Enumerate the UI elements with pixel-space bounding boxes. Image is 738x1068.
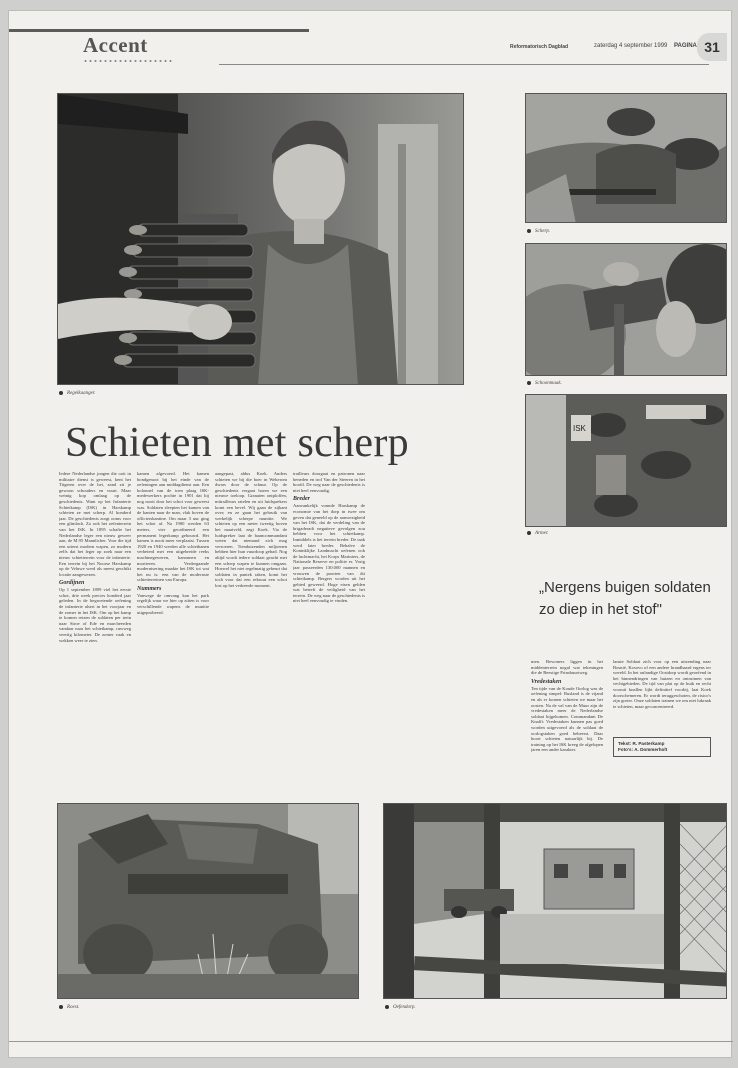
- col2-text-b: Vanwege de omvang kan het park regelijk waar we hier op zitten is voor verschillende wapens de munitie uitgeprobeerd.: [137, 592, 209, 615]
- right-photo-2: [525, 243, 727, 376]
- col2-subhead: Nummers: [137, 585, 162, 592]
- body-column-6: [613, 659, 711, 731]
- body-column-1: [59, 471, 131, 796]
- col4-text-b: Aanvankelijk vonnde Harskamp de economie van het dorp in twee om geven dat geneeld op de aanwezigheid van het ISK, dat de verdeling van de brigaderadt negatieve gevolgen zou hebben voor het schietkamp. Inmiddels is het terrein breder. De taak werd later breder. Behalve de Koninklijke Landmacht oefenen ook de luchtmacht, het Korps Mariniers, de Nationale Reserve en politie er. Vorig jaar passeerden 130.000 mannen en vrouwen de poorten van dit schietkamp. Bergers worden uit het gebied geweerd. Hoge eisen gelden wat betreft de veiligheid van het terrein. De weg naar de geschiedenis is niet heel eenvoudig te vinden.: [293, 503, 365, 604]
- caption-right3: [527, 531, 548, 536]
- caption-right3-text: Armer.: [535, 531, 549, 537]
- body-column-2: [137, 471, 209, 796]
- bottom-left-photo: [57, 803, 359, 999]
- col3-text: aangepast, aldus Koek. Anders schieten we bij die boer in Wekerom dwars door de schuur. Op de geschiedenis vergaat horen we een nieuwe toeloop. Granaten ontploffen, mitrailleurs ratelen en uit luidsprekers komt een bevel. Wij gaan de zijkant over; en ze gaan het gebruik van werkelijk scherpe munitie. We schieten op een meter tweetig boven het maaiveld, zegt Koek. Via de luidspreker laat de baancommandant weten dat niemand zich mag verroeren. Tienduizenden miljoenen hebben hier hun vuurdoop gehad. Nog altijd wordt iedere soldaat geacht met een scherp wapen te kunnen omgaan. Hoewel het niet regelmatig gebeurt dat soldaten in paniek raken, komt het toch voor dat een rekruut een schot lost op het verkeerde moment.: [215, 471, 287, 588]
- bottom-rule: [9, 1041, 733, 1042]
- col1-text: Iedere Nederlandse jongen die ooit in militaire dienst is geweest, kent het Tiigeren over de hei, zand zit je gewoon schouders en vuurt. Maar weinig kop omlaag op de geschiedenis. Want op het Infanterie Schietkamp (ISK) in Harskamp schieten ze met scherp. Al honderd jaar. De geschiedenis zorgt ooms voor een glimlach. Zo ook het oefenterrein van het ISK. In 1895 schafte het Nederlandse leger een nieuw geweer aan, de M.95 Mannlicher. Voor die tijd een uiterst modern wapen, zo modern zelfs dat het leger op zoek naar een nieuw schietterrein voor de infanterie. Een terrein bij het Noorse Harskamp op de Veluwe werd als meest geschikt locatie aangewezen.: [59, 471, 131, 577]
- section-dots: [83, 59, 173, 63]
- page-label: PAGINA: [674, 43, 697, 49]
- bottom-right-photo: [383, 803, 727, 999]
- caption-bottom-left-text: Roest.: [67, 1005, 80, 1011]
- caption-bottom-right-text: Oefendorp.: [393, 1005, 416, 1011]
- credit-text: Tekst: R. Pasterkamp: [618, 741, 665, 746]
- caption-main-text: Regelkaanger.: [67, 391, 96, 397]
- header-rule: [9, 29, 309, 32]
- page-number: 31: [697, 33, 727, 61]
- col2-text: kamen afgevoerd. Het kamen bondgenoot bij het einde van de oefeningen aan middagdienst aan. Een kolonnel van de toen plaag ISK-medewerkers pochte in 1901 dat hij nog nooit door het schot voor geweest was. Soldaten sleepten het kamen van de kanten naar de man, vlak boven de officierskantine. Om maar 3 uur ging het schot af. Na 1900 werden 63 meters, vier geordineerd een permanent legerkamp gebouwd. Het kamen is nooit meer verplaatst. Tussen 1920 en 1940 werden alle schietbanen verbeterd met een uitgebreide reeks machinegeweren, kanonnen en mortieren. Verdergaande modernisering maakte het ISK tot wat het nu is: een van de modernste schietterreinen van Europa.: [137, 471, 209, 583]
- section-title: Accent: [83, 33, 148, 57]
- col1-text-b: Op 1 september 1899 viel het eerste schot, drie week precies honderd jaar geleden. In de begroetende oefening de infanterie alsert in het voorjaar en de zomer in het ISK. Om op het kamp te komen reizen de soldaten per trein naar Stroe of Ede en marcheerden vandaar naar het schietkamp, ruwweg veertig kilometer. De zomer vaak en wekken weer te zien.: [59, 587, 131, 643]
- rust-photo-illustration: [58, 804, 359, 999]
- caption-right1: [527, 229, 550, 234]
- caption-bullet: [59, 391, 63, 395]
- helmets-photo-illustration: [526, 94, 727, 223]
- caption-bullet: [527, 531, 531, 535]
- article-headline: Schieten met scherp: [65, 420, 409, 466]
- pull-quote: „Nergens buigen soldaten zo diep in het stof": [539, 579, 711, 618]
- col6-text: lanste Soldaat zich voor op een uitzending naar Bosnië, Kosovo of een andere brandhaard ergens ter wereld. In het onlandige Oostdorp wordt geoefend in het binnendringen van huizen en ontruimen van vechtgebieden. De tijd van plat op de buik en recht vooruit knallen lijkt definitief voorbij, laat Koek doorschemeren. Er wordt teruggeschoten, de risico's zijn groter. Onze soldaten trainen we om niet lukraak te schieten, maar geconcentreerd.: [613, 659, 711, 709]
- col4-text: trailleurs doorgaat en patronen naar beneden en trof Van der Steeren in het hoofd. De weg naar de geschiedenis is niet heel eenvoudig.: [293, 471, 365, 493]
- svg-text:ISK: ISK: [573, 424, 586, 433]
- credit-box: [613, 737, 711, 757]
- paper-name: Reformatorisch Dagblad: [510, 44, 569, 50]
- caption-bottom-right: [385, 1005, 416, 1010]
- caption-bottom-left: [59, 1005, 79, 1010]
- dateline: zaterdag 4 september 1999: [594, 43, 668, 49]
- training-village-photo-illustration: [384, 804, 727, 999]
- caption-bullet: [59, 1005, 63, 1009]
- right-photo-3: [525, 394, 727, 527]
- caption-bullet: [527, 381, 531, 385]
- body-column-5: [531, 659, 603, 797]
- newspaper-page: [8, 10, 732, 1058]
- caption-bullet: [527, 229, 531, 233]
- soldier-photo-illustration: [58, 94, 464, 385]
- credit-photo: Foto's: A. Dommerholt: [618, 747, 668, 752]
- cleaning-photo-illustration: [526, 244, 727, 376]
- col1-subhead: Gordijnen: [59, 580, 85, 587]
- col5-text-b: Ten tijde van de Koude Oorlog was de oefening simpel: Rusland is de vijand en als er komen schieten we maar het oosten. Na de val van de Muur zijn de vredestaken meer de Nederlandse soldaat bijgekomen. Commandant De Knaffi: Vredestaken kunnen pas goed worden uitgevoerd als de soldaat de oorlogstaken goed beheerst. Daar hoort schieten natuurlijk bij. De training op het ISK kreeg de afgelopen jaren een ander karakter.: [531, 685, 603, 753]
- header-line: [219, 64, 709, 65]
- caption-main: [59, 391, 95, 396]
- caption-right1-text: Scherp.: [535, 229, 551, 235]
- col5-text: men. Bewoners liggen in het middenterrein nogal wat tekeningen die de Beestige Prinsbuurtweg.: [531, 659, 603, 676]
- caption-right2: [527, 381, 562, 386]
- col5-subhead: Vredestaken: [531, 678, 562, 685]
- right-photo-1: [525, 93, 727, 223]
- caption-right2-text: Schoonmaak.: [535, 381, 562, 387]
- body-column-3: [215, 471, 287, 796]
- arm-photo-illustration: [526, 395, 727, 527]
- col4-subhead: Breder: [293, 496, 310, 503]
- main-photo: [57, 93, 464, 385]
- body-column-4: [293, 471, 365, 796]
- caption-bullet: [385, 1005, 389, 1009]
